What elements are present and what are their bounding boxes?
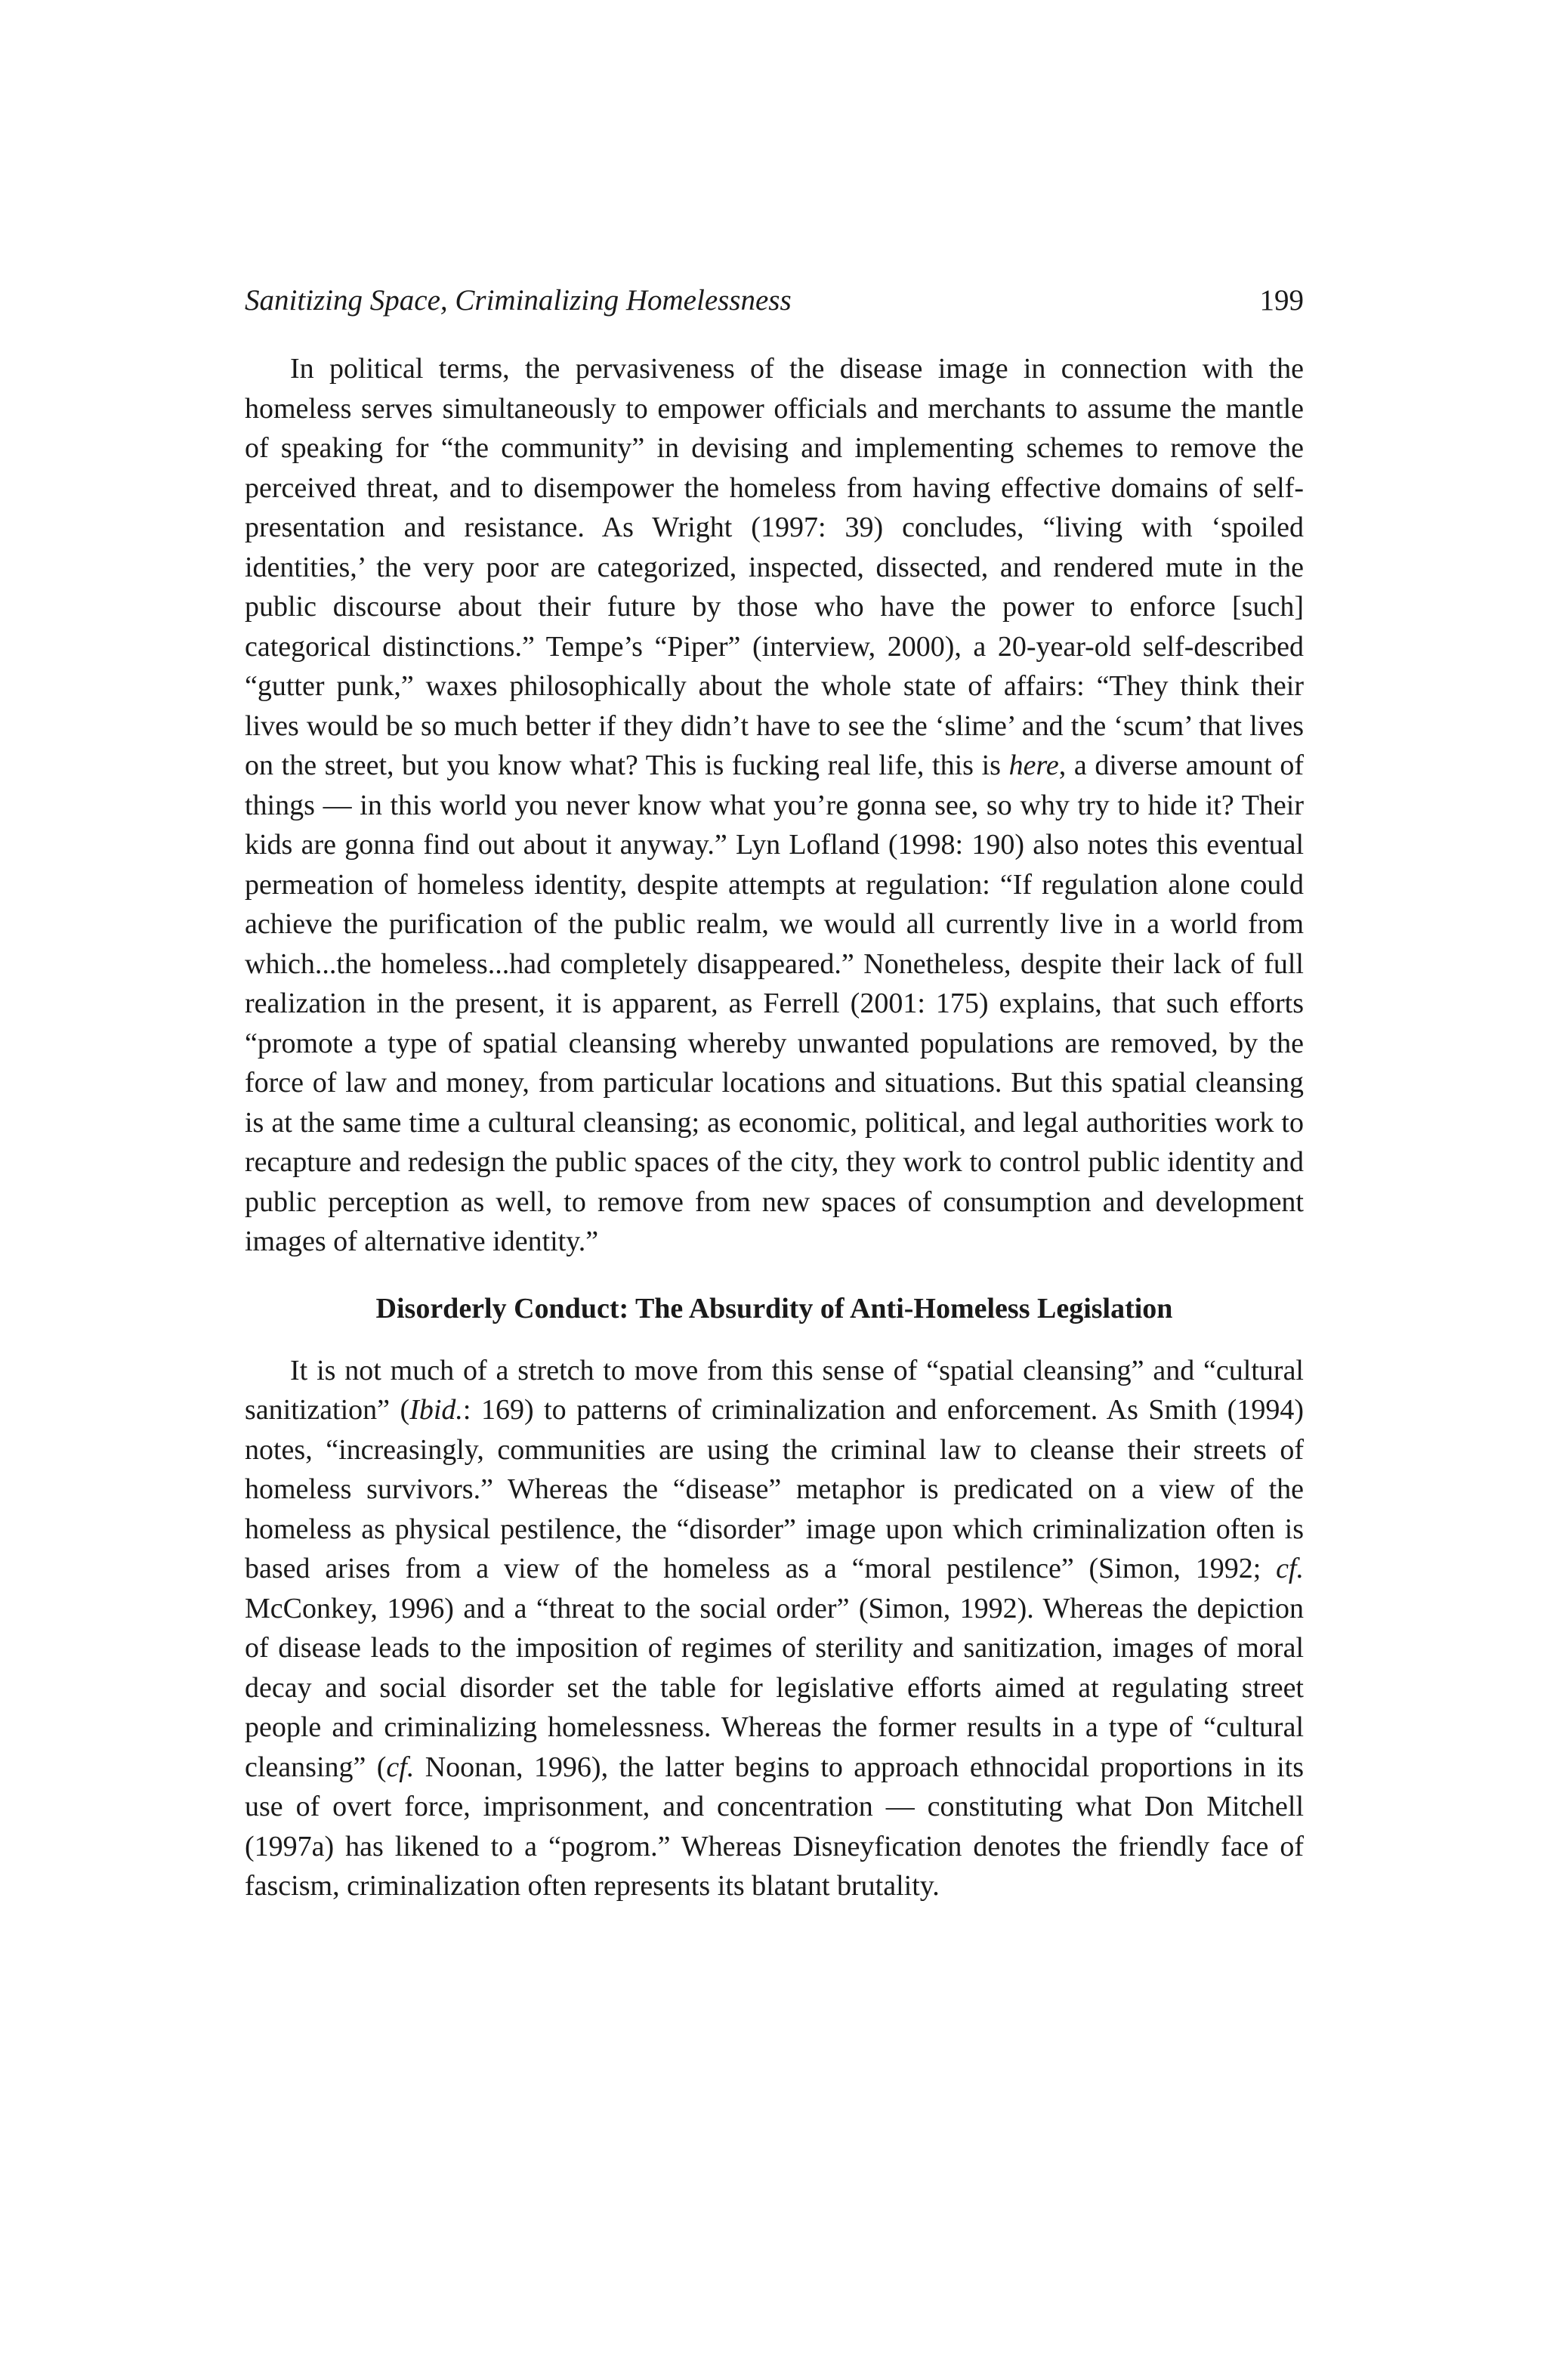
paragraph-2-text-d: Noonan, 1996), the latter begins to approach ethnocidal proportions in its use of overt force, imprisonment, and concentration — constituting what Don Mitchell (1997a) has likened to a “pogrom.” Whereas Disneyfication denotes the friendly face of fascism, criminalization often represents its blatant brutality.	[245, 1751, 1304, 1902]
paragraph-1-text-a: In political terms, the pervasiveness of the disease image in connection with the homeless serves simultaneously to empower officials and merchants to assume the mantle of speaking for “the community” in devising and implementing schemes to remove the perceived threat, and to disempower the homeless from having effective domains of self-presentation and resistance. As Wright (1997: 39) concludes, “living with ‘spoiled identities,’ the very poor are categorized, inspected, dissected, and rendered mute in the public discourse about their future by those who have the power to enforce [such] categorical distinctions.” Tempe’s “Piper” (interview, 2000), a 20-year-old self-described “gutter punk,” waxes philosophically about the whole state of affairs: “They think their lives would be so much better if they didn’t have to see the ‘slime’ and the ‘scum’ that lives on the street, but you know what? This is fucking real life, this is	[245, 353, 1304, 781]
body-paragraph-2	[245, 1351, 1304, 1906]
running-title: Sanitizing Space, Criminalizing Homelessness	[245, 284, 792, 317]
paragraph-2-text-c: McConkey, 1996) and a “threat to the social order” (Simon, 1992). Whereas the depiction of disease leads to the imposition of regimes of sterility and sanitization, images of moral decay and social disorder set the table for legislative efforts aimed at regulating street people and criminalizing homelessness. Whereas the former results in a type of “cultural cleansing” (	[245, 1592, 1304, 1783]
section-heading: Disorderly Conduct: The Absurdity of Anti-Homeless Legislation	[375, 1292, 1173, 1324]
paragraph-2-text-a: It is not much of a stretch to move from this sense of “spatial cleansing” and “cultural sanitization” (	[245, 1354, 1304, 1426]
running-header	[245, 281, 1304, 320]
paragraph-1-text-b: , a diverse amount of things — in this world you never know what you’re gonna see, so why try to hide it? Their kids are gonna find out about it anyway.” Lyn Lofland (1998: 190) also notes this eventual permeation of homeless identity, despite attempts at regulation: “If regulation alone could achieve the purification of the public realm, we would all currently live in a world from which...the homeless...had completely disappeared.” Nonetheless, despite their lack of full realization in the present, it is apparent, as Ferrell (2001: 175) explains, that such efforts “promote a type of spatial cleansing whereby unwanted populations are removed, by the force of law and money, from particular locations and situations. But this spatial cleansing is at the same time a cultural cleansing; as economic, political, and legal authorities work to recapture and redesign the public spaces of the city, they work to control public identity and public perception as well, to remove from new spaces of consumption and development images of alternative identity.”	[245, 750, 1305, 1257]
page-number: 199	[1259, 284, 1304, 317]
paragraph-2-ibid: Ibid.	[409, 1394, 463, 1426]
paragraph-2-cf-1: cf.	[1276, 1553, 1304, 1584]
paragraph-1-emphasis-here: here	[1008, 750, 1059, 781]
paragraph-2-cf-2: cf.	[386, 1751, 415, 1783]
book-page	[245, 281, 1304, 1906]
body-paragraph-1	[245, 349, 1304, 1262]
paragraph-2-text-b: : 169) to patterns of criminalization and enforcement. As Smith (1994) notes, “increasingly, communities are using the criminal law to cleanse their streets of homeless survivors.” Whereas the “disease” metaphor is predicated on a view of the homeless as physical pestilence, the “disorder” image upon which criminalization often is based arises from a view of the homeless as a “moral pestilence” (Simon, 1992;	[245, 1394, 1304, 1584]
